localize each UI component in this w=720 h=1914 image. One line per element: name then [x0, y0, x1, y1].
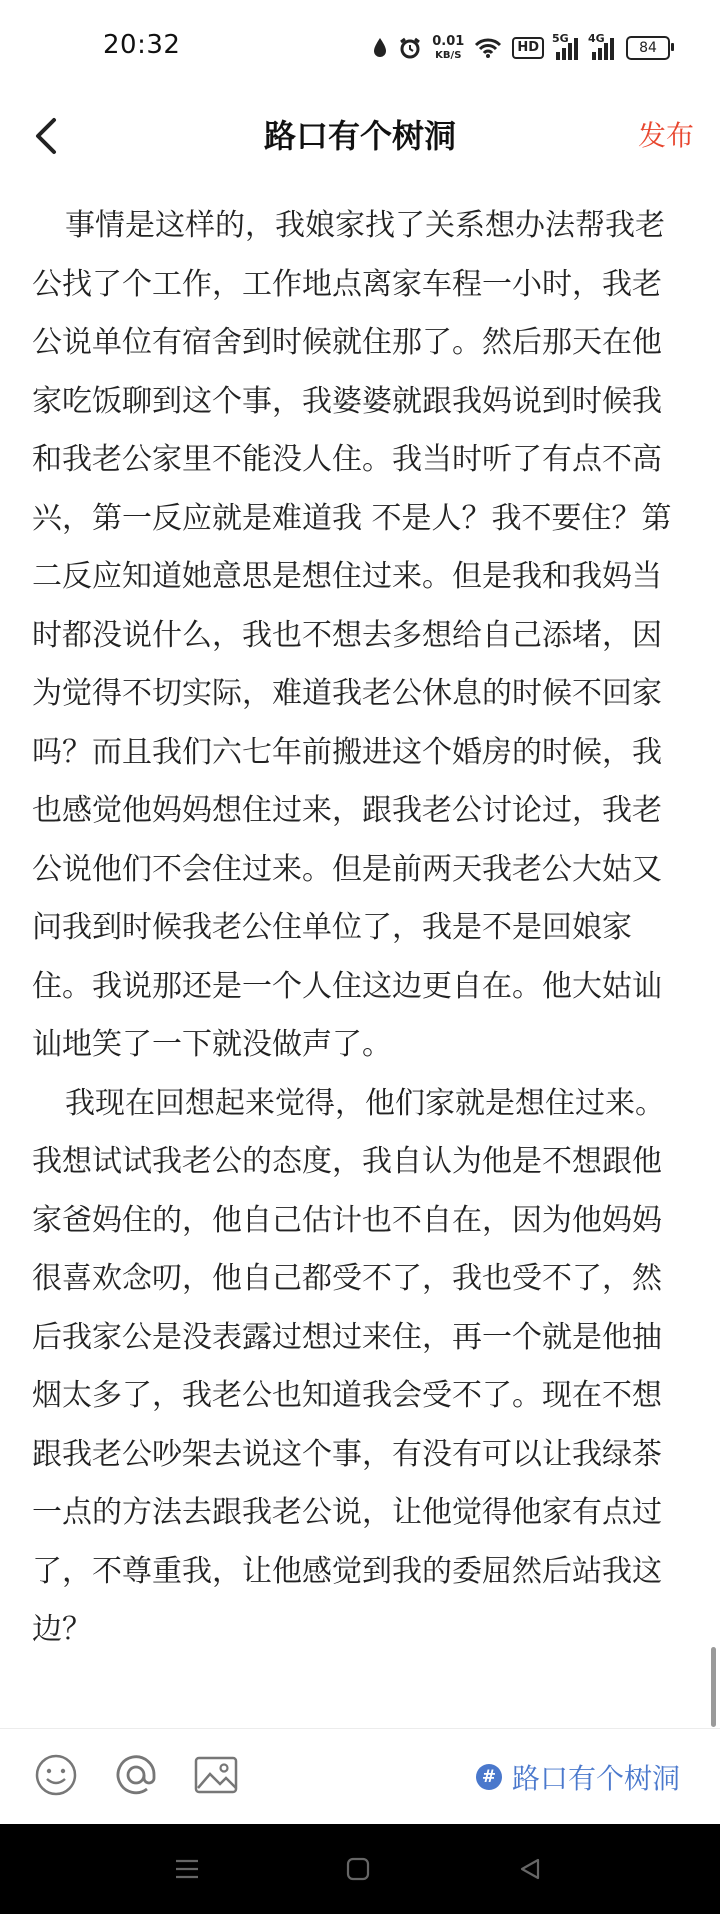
image-button[interactable] — [192, 1751, 240, 1799]
at-mention-icon — [113, 1752, 159, 1798]
wifi-icon — [474, 37, 502, 59]
system-navigation-bar — [0, 1824, 720, 1914]
status-bar — [0, 0, 720, 96]
mention-button[interactable] — [112, 1751, 160, 1799]
battery-icon: 84 — [626, 36, 670, 60]
signal-label-5g: 5G — [552, 32, 569, 45]
topic-label: 路口有个树洞 — [511, 1762, 680, 1795]
topic-tag[interactable] — [476, 1755, 680, 1799]
menu-icon — [174, 1858, 200, 1880]
net-speed-value: 0.01 — [432, 33, 465, 49]
scrollbar[interactable] — [711, 1647, 716, 1727]
hashtag-icon: # — [476, 1764, 502, 1790]
signal-label-4g: 4G — [588, 32, 605, 45]
signal-icon — [588, 32, 616, 60]
alarm-icon — [398, 36, 422, 60]
menu-nav-button[interactable] — [167, 1849, 207, 1889]
post-paragraph: 我现在回想起来觉得，他们家就是想住过来。我想试试我老公的态度，我自认为他是不想跟他家爸妈住的，他自己估计也不自在，因为他妈妈很喜欢念叨，他自己都受不了，我也受不了，然后我家公是没表露过想过来住，再一个就是他抽烟太多了，我老公也知道我会受不了。现在不想跟我老公吵架去说这个事，有没有可以让我绿茶一点的方法去跟我老公说，让他觉得他家有点过了，不尊重我，让他感觉到我的委屈然后站我这边？ — [32, 1085, 665, 1647]
back-nav-button[interactable] — [510, 1849, 550, 1889]
home-nav-button[interactable] — [338, 1849, 378, 1889]
app-header — [0, 96, 720, 186]
post-body-editor[interactable] — [32, 197, 672, 1660]
water-drop-icon — [372, 37, 388, 59]
status-time: 20:32 — [103, 30, 181, 60]
image-icon — [194, 1756, 238, 1794]
signal-icon — [552, 32, 580, 60]
network-speed — [432, 35, 464, 62]
home-icon — [346, 1857, 370, 1881]
publish-button[interactable]: 发布 — [637, 119, 694, 152]
status-icons — [372, 30, 670, 66]
back-icon — [518, 1857, 542, 1881]
hd-icon: HD — [512, 37, 544, 59]
editor-toolbar — [0, 1728, 720, 1825]
emoji-button[interactable] — [32, 1751, 80, 1799]
net-speed-unit: KB/S — [435, 49, 462, 61]
emoji-icon — [34, 1753, 78, 1797]
post-paragraph: 事情是这样的，我娘家找了关系想办法帮我老公找了个工作，工作地点离家车程一小时，我老公说单位有宿舍到时候就住那了。然后那天在他家吃饭聊到这个事，我婆婆就跟我妈说到时候我和我老公家里不能没人住。我当时听了有点不高兴，第一反应就是难道我 不是人？我不要住？第二反应知道她意思是想住过来。但是我和我妈当时都没说什么，我也不想去多想给自己添堵，因为觉得不切实际，难道我老公休息的时候不回家吗？而且我们六七年前搬进这个婚房的时候，我也感觉他妈妈想住过来，跟我老公讨论过，我老公说他们不会住过来。但是前两天我老公大姑又问我到时候我老公住单位了，我是不是回娘家住。我说那还是一个人住这边更自在。他大姑讪讪地笑了一下就没做声了。 — [32, 208, 672, 1062]
page-title: 路口有个树洞 — [263, 117, 456, 155]
